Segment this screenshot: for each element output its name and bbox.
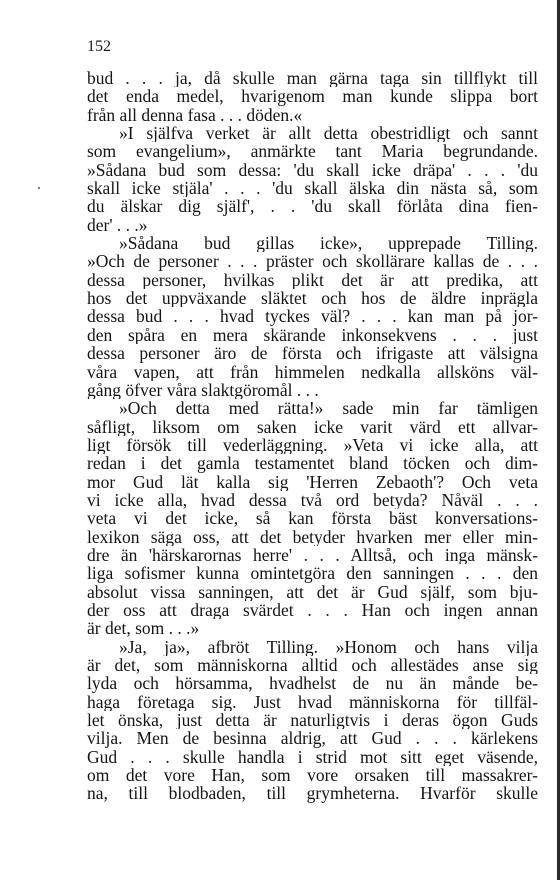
text-line: dre än 'härskarornas herre' . . . Alltså, och inga mänsk- [87,545,538,565]
text-line: såfligt, liksom om saken icke varit värd ett allvar- [87,417,538,436]
text-line: na, till blodbaden, till grymheterna. Hvarför skulle [87,784,538,803]
text-line: skall icke stjäla' . . . 'du skall älska din nästa så, som [87,179,538,198]
text-line: absolut vissa sanningen, att det är Gud själf, som bju- [87,582,538,601]
text-line: der oss att draga svärdet . . . Han och ingen annan [87,600,538,620]
text-line: haga företaga sig. Just hvad människorna för tillfäl- [87,692,538,712]
text-line: den spåra en mera skärande inkonsekvens . . . just [87,325,538,345]
text-line: vi icke alla, hvad dessa två ord betyda? Nåväl . . . [87,490,538,510]
body-text [87,69,538,803]
text-line: du älskar dig själf', . . 'du skall förlåta dina fien- [87,197,538,216]
text-line: »Och detta med rätta!» sade min far tämligen [119,399,538,418]
text-line: våra vapen, att från himmelen nedkalla allsköns väl- [87,362,538,381]
page-number: 152 [87,38,111,55]
text-line: »Sådana bud som dessa: 'du skall icke dräpa' . . . 'du [87,160,538,180]
text-line: lyda och hörsamma, hvadhelst de nu än månde be- [87,674,538,693]
text-line: är det, som . . .» [87,619,200,638]
text-line: dessa personer, hvilkas plikt det är att predika, att [87,270,538,290]
text-line: redan i det gamla testamentet bland töcken och dim- [87,454,538,473]
text-line: vilja. Men de besinna aldrig, att Gud . . . kärlekens [87,729,538,748]
text-line: från all denna fasa . . . döden.« [87,105,303,125]
text-line: Gud . . . skulle handla i strid mot sitt eget väsende, [87,747,538,767]
text-line: veta vi det icke, så kan första bäst konversations- [87,509,538,528]
text-line: bud . . . ja, då skulle man gärna taga sin tillflykt till [87,69,538,88]
text-line: lexikon säga oss, att det betyder hvarken mer eller min- [87,527,538,546]
text-line: hos det uppväxande släktet och hos de äldre inprägla [87,289,538,308]
text-line: let önska, just detta är naturligtvis i deras ögon Guds [87,711,538,730]
text-line: ligt försök till vederläggning. »Veta vi icke alla, att [87,435,538,455]
text-line: om det vore Han, som vore orsaken till massakrer- [87,766,538,785]
text-line: »Ja, ja», afbröt Tilling. »Honom och hans vilja [119,637,538,656]
text-line: gång öfver våra slaktgöromål . . . [87,380,319,400]
text-line: der' . . .» [87,215,148,235]
margin-speck [38,187,40,189]
text-line: liga sofismer kunna omintetgöra den sanningen . . . den [87,564,538,583]
text-line: som evangelium», anmärkte tant Maria begrundande. [87,142,538,161]
text-line: dessa bud . . . hvad tyckes väl? . . . kan man på jor- [87,307,538,326]
text-line: mor Gud lät kalla sig 'Herren Zebaoth'? Och veta [87,472,538,491]
text-line: det enda medel, hvarigenom man kunde slippa bort [87,87,538,106]
text-line: är det, som människorna alltid och allestädes anse sig [87,656,538,675]
text-line: dessa personer äro de första och ifrigaste att välsigna [87,344,538,363]
text-line: »Och de personer . . . präster och skollärare kallas de . . . [87,252,538,271]
text-line: »Sådana bud gillas icke», upprepade Tilling. [119,234,538,253]
text-line: »I själfva verket är allt detta obestridligt och sannt [119,124,538,143]
